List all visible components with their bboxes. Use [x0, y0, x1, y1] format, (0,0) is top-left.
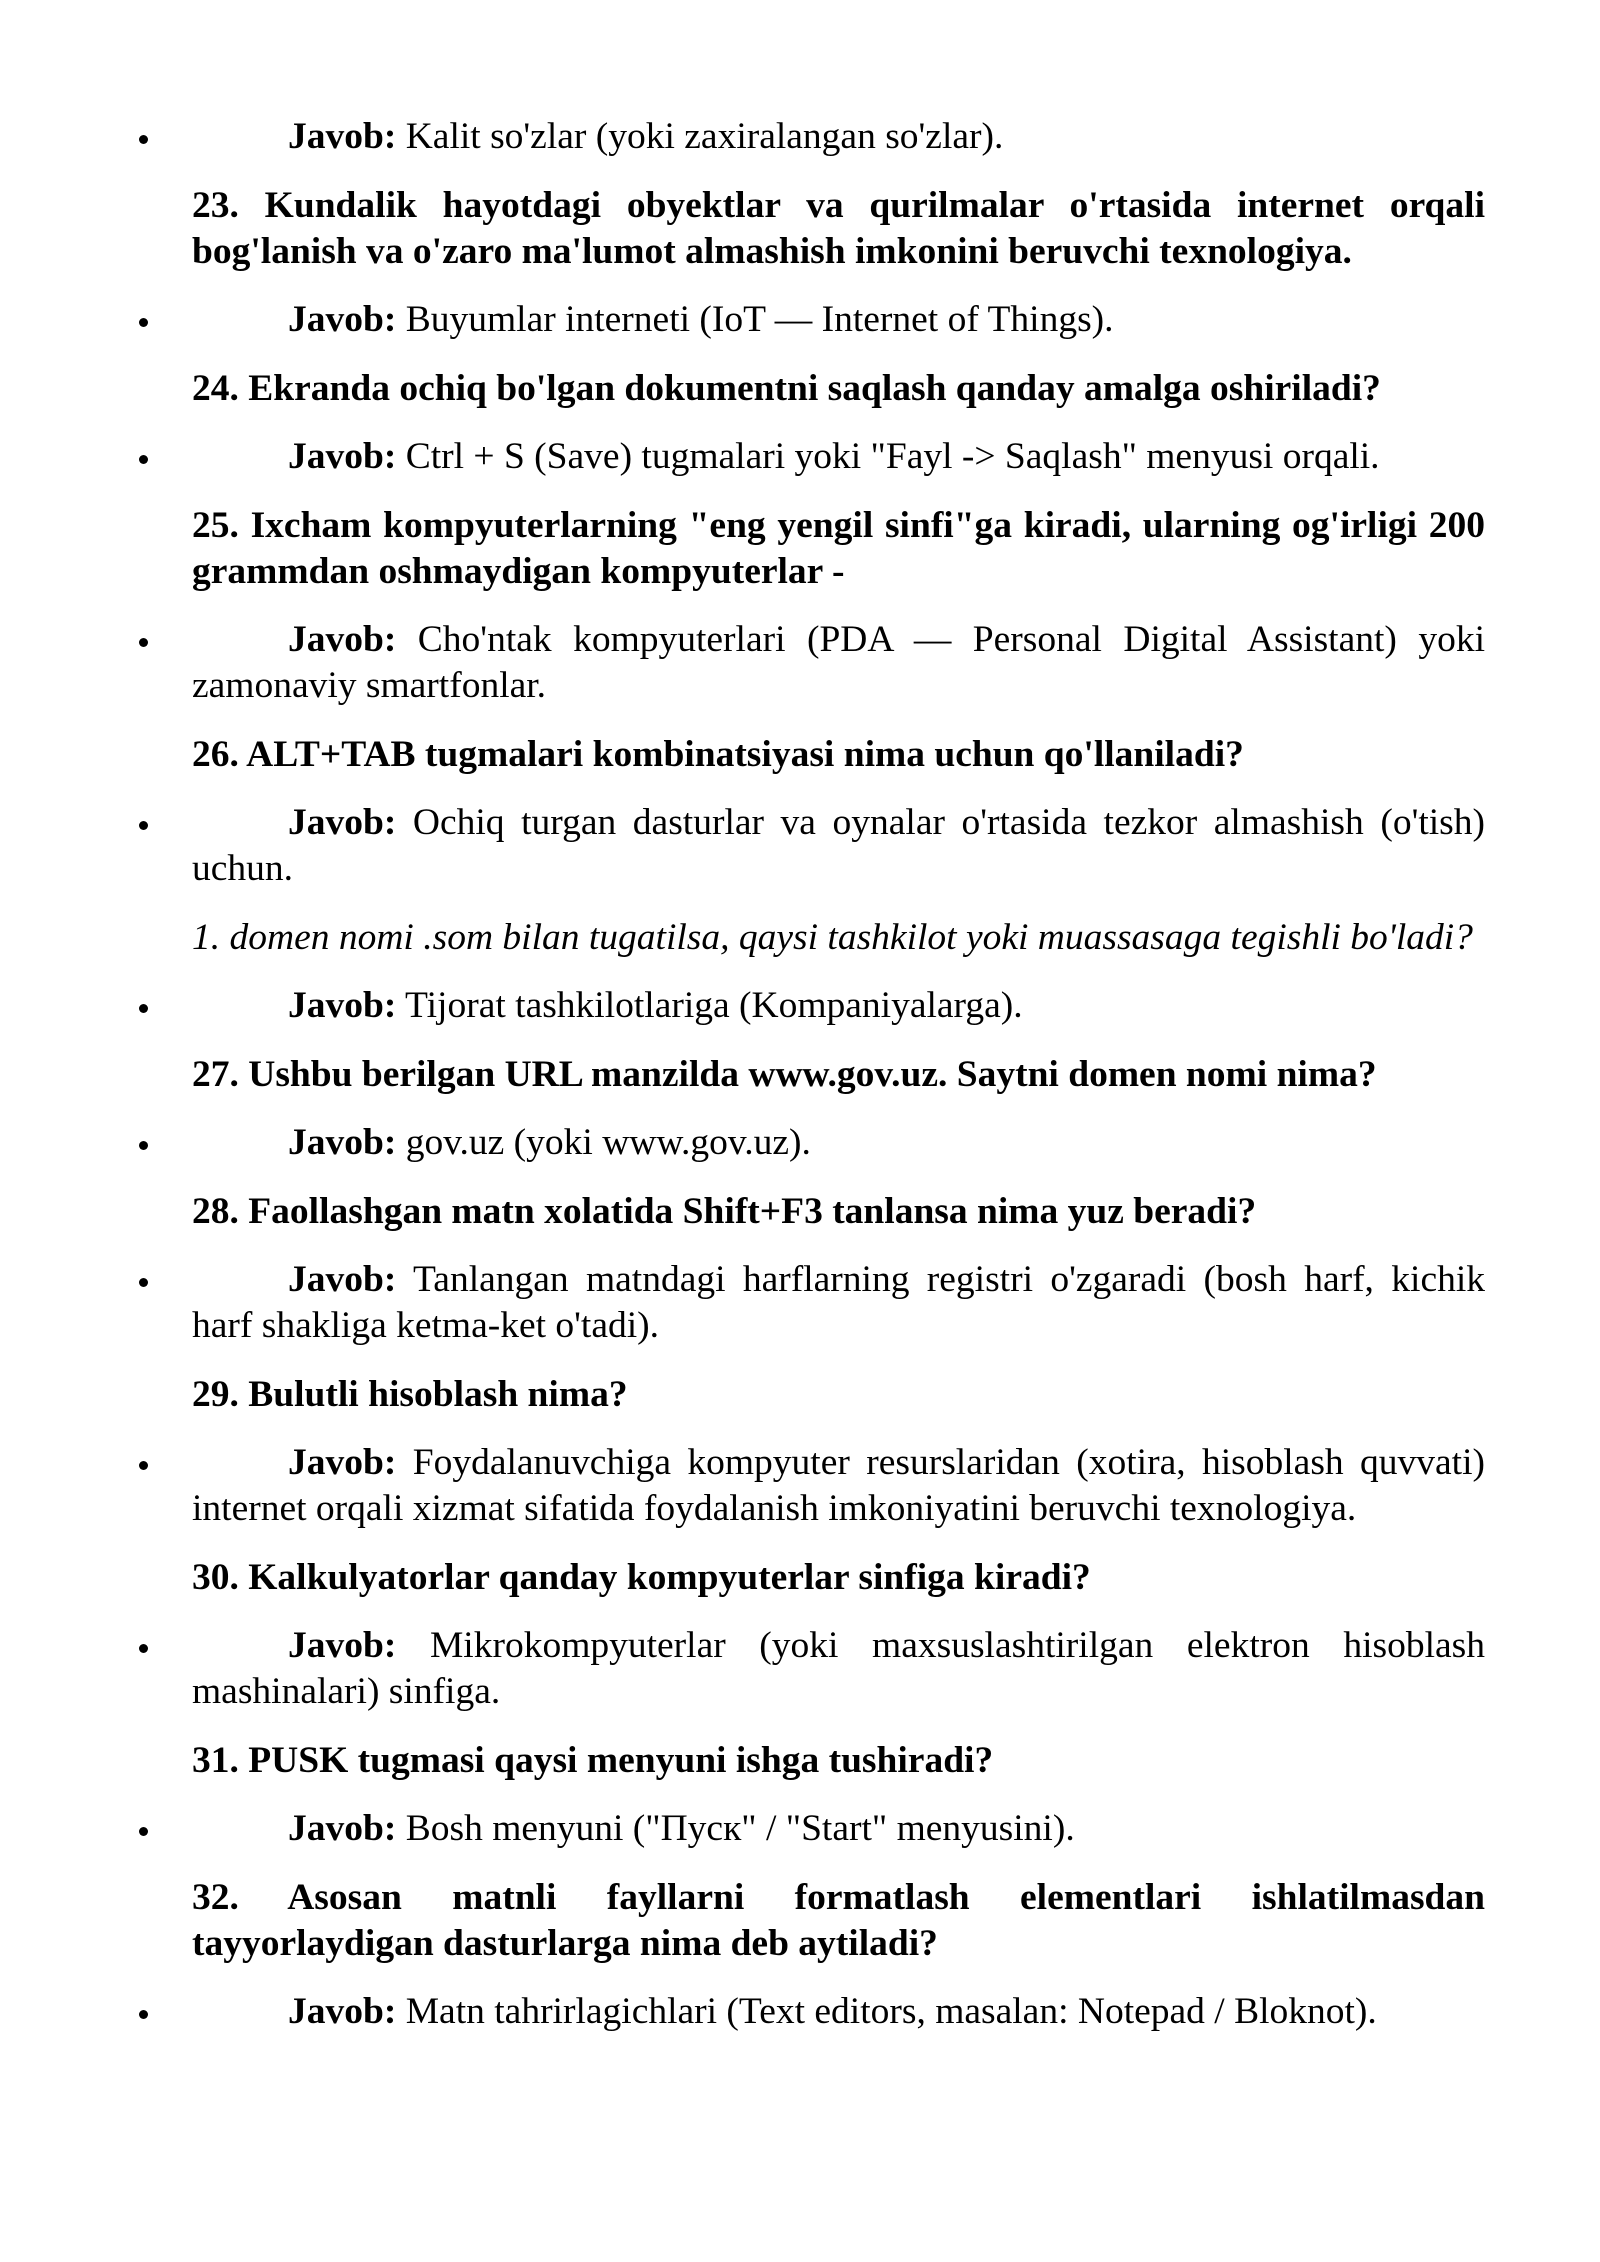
question-text: 26. ALT+TAB tugmalari kombinatsiyasi nima uchun qo'llaniladi? [192, 733, 1244, 775]
answer-text: mashinalari) sinfiga. [192, 1671, 501, 1712]
answer-line [192, 297, 1485, 343]
answer-line [192, 1989, 1485, 2035]
question-text: 28. Faollashgan matn xolatida Shift+F3 tanlansa nima yuz beradi? [192, 1190, 1257, 1232]
answer-text: Mikrokompyuterlar (yoki maxsuslashtirilgan elektron hisoblash [429, 1625, 1485, 1666]
answer-paragraph [192, 800, 1485, 892]
answer-paragraph [192, 1257, 1485, 1349]
answer-text: Foydalanuvchiga kompyuter resurslaridan (xotira, hisoblash quvvati) [412, 1442, 1486, 1483]
question-31 [192, 1738, 1485, 1784]
question-text: 32. Asosan matnli fayllarni formatlash elementlari ishlatilmasdan [192, 1876, 1485, 1918]
question-28 [192, 1189, 1485, 1235]
bullet-icon [139, 455, 148, 464]
question-25 [192, 503, 1485, 595]
bullet-icon [139, 1004, 148, 1013]
answer-line [192, 1257, 1485, 1303]
answer-paragraph [192, 1806, 1485, 1852]
question-27 [192, 1052, 1485, 1098]
answer-label: Javob: [288, 1991, 397, 2032]
question-26 [192, 732, 1485, 778]
answer-text: Ochiq turgan dasturlar va oynalar o'rtasida tezkor almashish (o'tish) [412, 802, 1485, 843]
answer-label: Javob: [288, 619, 397, 660]
answer-text: gov.uz (yoki www.gov.uz). [405, 1122, 811, 1163]
answer-paragraph [192, 1623, 1485, 1715]
answer-line [192, 800, 1485, 846]
answer-label: Javob: [288, 1808, 397, 1849]
answer-text: Ctrl + S (Save) tugmalari yoki "Fayl -> Saqlash" menyusi orqali. [405, 436, 1380, 477]
answer-line [192, 114, 1485, 160]
answer-line [192, 846, 1485, 892]
answer-paragraph [192, 617, 1485, 709]
answer-line [192, 983, 1485, 1029]
answer-paragraph [192, 1440, 1485, 1532]
answer-text: harf shakliga ketma-ket o'tadi). [192, 1305, 659, 1346]
bullet-icon [139, 1827, 148, 1836]
question-text: 27. Ushbu berilgan URL manzilda www.gov.uz. Saytni domen nomi nima? [192, 1053, 1377, 1095]
answer-paragraph [192, 1120, 1485, 1166]
answer-text: uchun. [192, 848, 294, 889]
answer-paragraph [192, 114, 1485, 160]
answer-label: Javob: [288, 1122, 397, 1163]
answer-text: Kalit so'zlar (yoki zaxiralangan so'zlar). [405, 116, 1004, 157]
bullet-icon [139, 318, 148, 327]
question-text: 25. Ixcham kompyuterlarning "eng yengil sinfi"ga kiradi, ularning og'irligi 200 [192, 504, 1485, 546]
answer-line [192, 1440, 1485, 1486]
answer-text: Cho'ntak kompyuterlari (PDA — Personal Digital Assistant) yoki [417, 619, 1486, 660]
answer-line [192, 1120, 1485, 1166]
answer-text: Bosh menyuni ("Пуск" / "Start" menyusini). [405, 1808, 1075, 1849]
answer-line [192, 1303, 1485, 1349]
bullet-icon [139, 1644, 148, 1653]
answer-line [192, 1486, 1485, 1532]
answer-label: Javob: [288, 985, 397, 1026]
answer-line [192, 1669, 1485, 1715]
answer-text: Matn tahrirlagichlari (Text editors, masalan: Notepad / Bloknot). [405, 1991, 1377, 2032]
answer-paragraph [192, 434, 1485, 480]
bullet-icon [139, 1461, 148, 1470]
answer-label: Javob: [288, 1259, 397, 1300]
answer-line [192, 1806, 1485, 1852]
question-text: 24. Ekranda ochiq bo'lgan dokumentni saqlash qanday amalga oshiriladi? [192, 367, 1381, 409]
answer-label: Javob: [288, 299, 397, 340]
answer-paragraph [192, 983, 1485, 1029]
bullet-icon [139, 1278, 148, 1287]
answer-text: zamonaviy smartfonlar. [192, 665, 547, 706]
bullet-icon [139, 2010, 148, 2019]
answer-label: Javob: [288, 436, 397, 477]
note-text: 1. domen nomi .som bilan tugatilsa, qaysi tashkilot yoki muassasaga tegishli bo'ladi? [192, 916, 1473, 958]
answer-line [192, 434, 1485, 480]
question-text: 23. Kundalik hayotdagi obyektlar va qurilmalar o'rtasida internet orqali [192, 184, 1485, 226]
question-32 [192, 1875, 1485, 1967]
answer-label: Javob: [288, 116, 397, 157]
bullet-icon [139, 638, 148, 647]
answer-text: Tanlangan matndagi harflarning registri o'zgaradi (bosh harf, kichik [413, 1259, 1486, 1300]
question-30 [192, 1555, 1485, 1601]
question-24 [192, 366, 1485, 412]
answer-text: Tijorat tashkilotlariga (Kompaniyalarga). [405, 985, 1023, 1026]
answer-line [192, 1623, 1485, 1669]
answer-paragraph [192, 297, 1485, 343]
bullet-icon [139, 1141, 148, 1150]
question-text: 29. Bulutli hisoblash nima? [192, 1373, 628, 1415]
question-23 [192, 183, 1485, 275]
note-paragraph [192, 915, 1485, 961]
answer-label: Javob: [288, 1625, 397, 1666]
answer-text: internet orqali xizmat sifatida foydalanish imkoniyatini beruvchi texnologiya. [192, 1488, 1357, 1529]
document-page [192, 114, 1485, 2058]
answer-line [192, 617, 1485, 663]
question-29 [192, 1372, 1485, 1418]
question-text: 30. Kalkulyatorlar qanday kompyuterlar sinfiga kiradi? [192, 1556, 1091, 1598]
question-text: grammdan oshmaydigan kompyuterlar - [192, 550, 845, 592]
question-text: tayyorlaydigan dasturlarga nima deb aytiladi? [192, 1922, 938, 1964]
answer-label: Javob: [288, 802, 397, 843]
bullet-icon [139, 135, 148, 144]
question-text: bog'lanish va o'zaro ma'lumot almashish imkonini beruvchi texnologiya. [192, 230, 1352, 272]
answer-text: Buyumlar interneti (IoT — Internet of Things). [405, 299, 1114, 340]
answer-line [192, 663, 1485, 709]
answer-paragraph [192, 1989, 1485, 2035]
bullet-icon [139, 821, 148, 830]
question-text: 31. PUSK tugmasi qaysi menyuni ishga tushiradi? [192, 1739, 994, 1781]
answer-label: Javob: [288, 1442, 397, 1483]
